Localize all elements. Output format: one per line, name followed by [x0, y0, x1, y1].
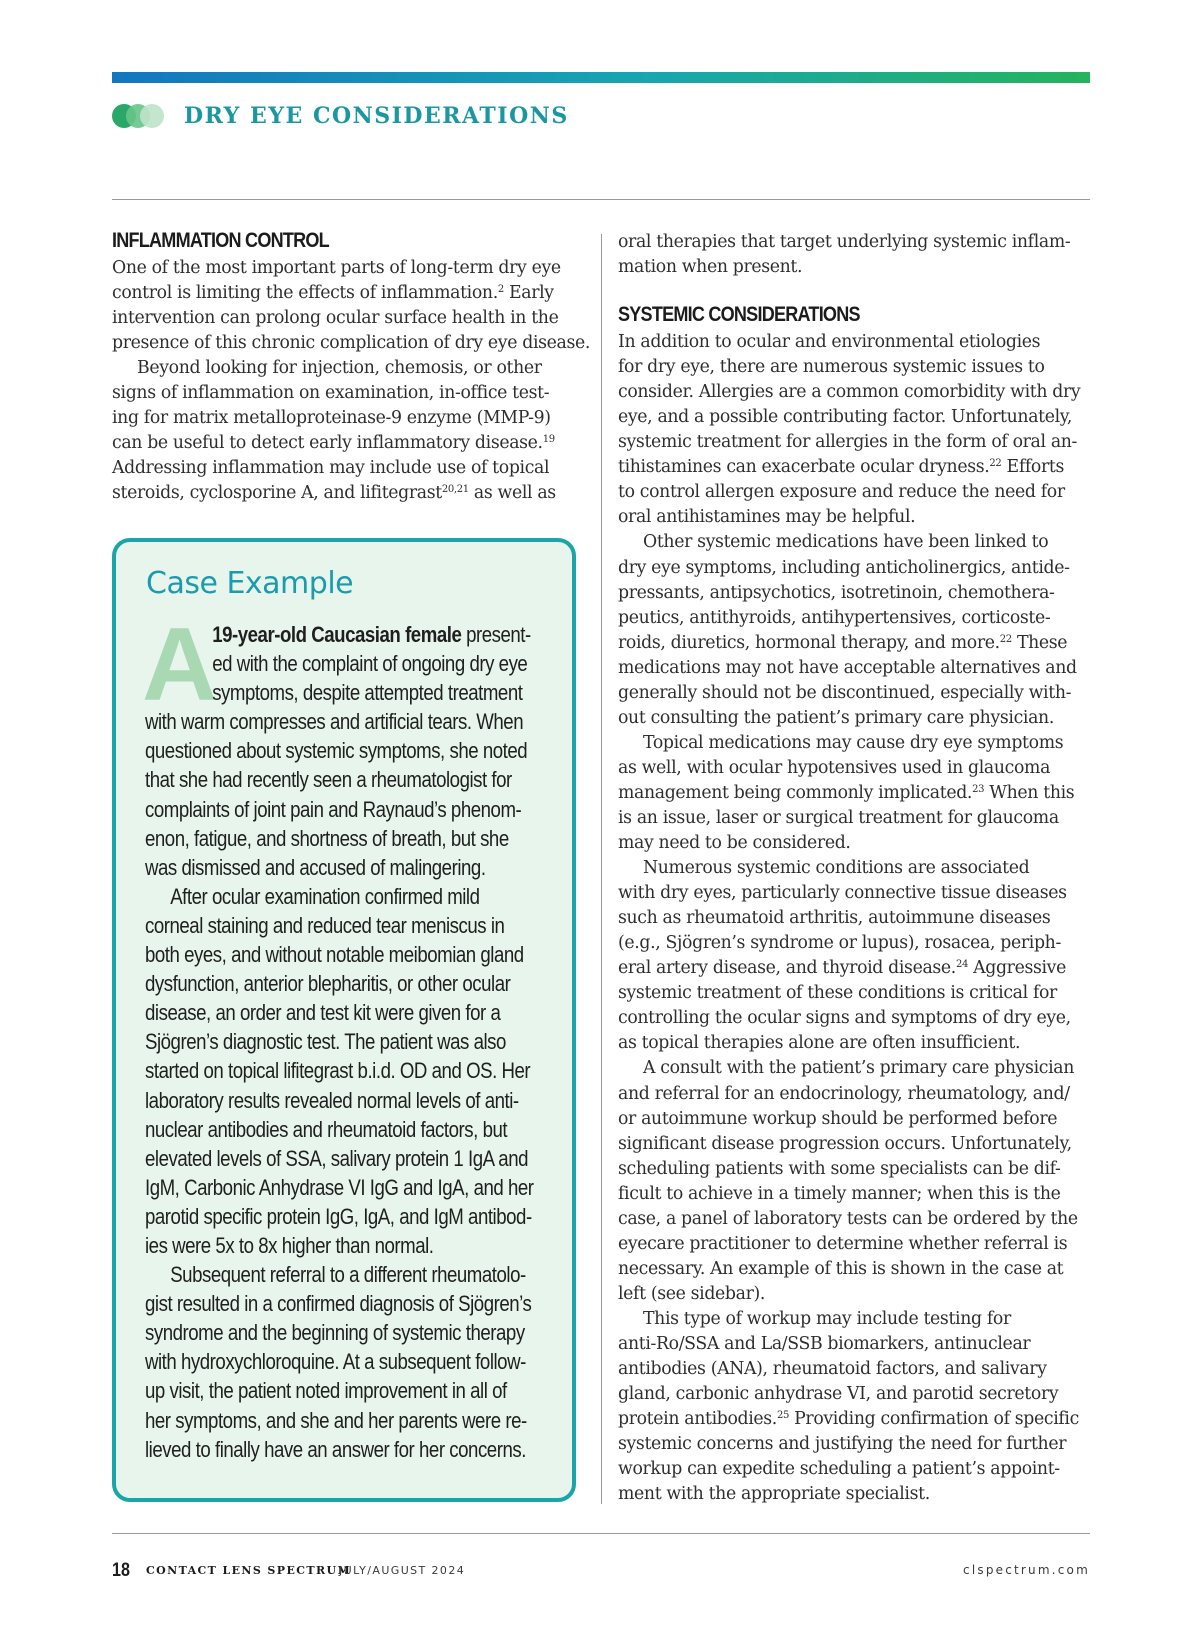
reference-superscript: 2: [497, 284, 504, 296]
header-color-bar: [112, 72, 1090, 83]
paragraph: In addition to ocular and environmental etiologies for dry eye, there are numerous systemic issues to consider. Allergies are a common comorbidity with dry eye, and a possible contributing factor. Unfortunately, systemic treatment for allergies in the form of oral an- tihistamines can exacerbate ocular dryness.$^{22}$ Efforts to control allergen exposure and reduce the need for oral antihistamines may be helpful.: [618, 332, 1081, 528]
column-divider: [601, 234, 602, 1504]
paragraph: One of the most important parts of long-term dry eye control is limiting the effects of inflammation.$^2$ Early intervention can prolong ocular surface health in the presence of this chronic complication of dry eye disease.: [112, 258, 591, 354]
case-example-title: Case Example: [146, 566, 354, 601]
left-column: [112, 228, 591, 506]
reference-superscript: 23: [972, 783, 985, 795]
page-footer: [112, 1560, 1090, 1582]
header-rule: [112, 199, 1090, 200]
reference-superscript: 24: [955, 959, 968, 971]
case-lead-bold: 19-year-old Caucasian female: [212, 622, 462, 647]
reference-superscript: 20,21: [441, 484, 469, 496]
website-url: clspectrum.com: [963, 1563, 1090, 1577]
drop-cap: A: [142, 607, 218, 723]
reference-superscript: 25: [776, 1410, 789, 1422]
publication-name: CONTACT LENS SPECTRUM: [146, 1564, 352, 1577]
heading-inflammation-control: INFLAMMATION CONTROL: [112, 229, 329, 252]
reference-superscript: 22: [999, 633, 1012, 645]
footer-rule: [112, 1533, 1090, 1534]
paragraph: Other systemic medications have been linked to dry eye symptoms, including anticholinergics, antide- pressants, antipsychotics, isotretinoin, chemothera- peutics, antithyroids, antihypertensives, corticoste- roids, diuretics, hormonal therapy, and more.$^{22}$ These medications may not have acceptable alternatives and generally should not be discontinued, especially with- out consulting the patient’s primary care physician.: [618, 532, 1077, 728]
paragraph: This type of workup may include testing for anti-Ro/SSA and La/SSB biomarkers, antinuclear antibodies (ANA), rheumatoid factors, and salivary gland, carbonic anhydrase VI, and parotid secretory protein antibodies.$^{25}$ Providing confirmation of specific systemic concerns and justifying the need for further workup can expedite scheduling a patient’s appoint- ment with the appropriate specialist.: [618, 1308, 1079, 1505]
section-header: [112, 100, 569, 132]
heading-systemic-considerations: SYSTEMIC CONSIDERATIONS: [618, 303, 860, 327]
paragraph: Beyond looking for injection, chemosis, or other signs of inflammation on examination, in-office test- ing for matrix metalloproteinase-9 enzyme (MMP-9) can be useful to detect early inflammatory disease.$^{19}$ Addressing inflammation may include use of topical steroids, cyclosporine A, and lifitegrast$^{20,21}$ as well as: [112, 358, 556, 504]
paragraph: Numerous systemic conditions are associated with dry eyes, particularly connective tissue diseases such as rheumatoid arthritis, autoimmune diseases (e.g., Sjögren’s syndrome or lupus), rosacea, periph- eral artery disease, and thyroid disease.$^{24}$ Aggressive systemic treatment of these conditions is critical for controlling the ocular signs and symptoms of dry eye, as topical therapies alone are often insufficient.: [618, 858, 1071, 1054]
reference-superscript: 22: [989, 458, 1002, 470]
reference-superscript: 19: [542, 434, 555, 446]
paragraph: Topical medications may cause dry eye symptoms as well, with ocular hypotensives used in glaucoma management being commonly implicated.$^{23}$ When this is an issue, laser or surgical treatment for glaucoma may need to be considered.: [618, 732, 1075, 854]
case-example-text: 19-year-old Caucasian female present- ed with the complaint of ongoing dry eye symptoms, despite attempted treatment with warm compresses and artificial tears. When questioned about systemic symptoms, she noted that she had recently seen a rheumatologist for complaints of joint pain and Raynaud’s phenom- enon, fatigue, and shortness of breath, but she was dismissed and accused of malingering. After ocular examination confirmed mild corneal staining and reduced tear meniscus in both eyes, and without notable meibomian gland dysfunction, anterior blepharitis, or other ocular disease, an order and test kit were given for a Sjögren’s diagnostic test. The patient was also started on topical lifitegrast b.i.d. OD and OS. Her laboratory results revealed normal levels of anti- nuclear antibodies and rheumatoid factors, but elevated levels of SSA, salivary protein 1 IgA and IgM, Carbonic Anhydrase VI IgG and IgA, and her parotid specific protein IgG, IgA, and IgM antibod- ies were 5x to 8x higher than normal. Subsequent referral to a different rheumatolo- gist resulted in a confirmed diagnosis of Sjögren’s syndrome and the beginning of systemic therapy with hydroxychloroquine. At a subsequent follow- up visit, the patient noted improvement in all of her symptoms, and she and her parents were re- lieved to finally have an answer for her concerns.: [145, 622, 534, 1462]
paragraph: A consult with the patient’s primary care physician and referral for an endocrinology, rheumatology, and/ or autoimmune workup should be performed before significant disease progression occurs. Unfortunately, scheduling patients with some specialists can be dif- ficult to achieve in a timely manner; when this is the case, a panel of laboratory tests can be ordered by the eyecare practitioner to determine whether referral is necessary. An example of this is shown in the case at left (see sidebar).: [618, 1058, 1078, 1304]
right-column: [618, 230, 1094, 1507]
issue-date: JULY/AUGUST 2024: [339, 1564, 466, 1577]
paragraph: oral therapies that target underlying systemic inflam- mation when present.: [618, 232, 1071, 278]
page-number: 18: [112, 1560, 130, 1581]
circles-logo-icon: [112, 102, 174, 130]
section-title: DRY EYE CONSIDERATIONS: [184, 103, 569, 129]
case-example-sidebar: [112, 538, 576, 1502]
